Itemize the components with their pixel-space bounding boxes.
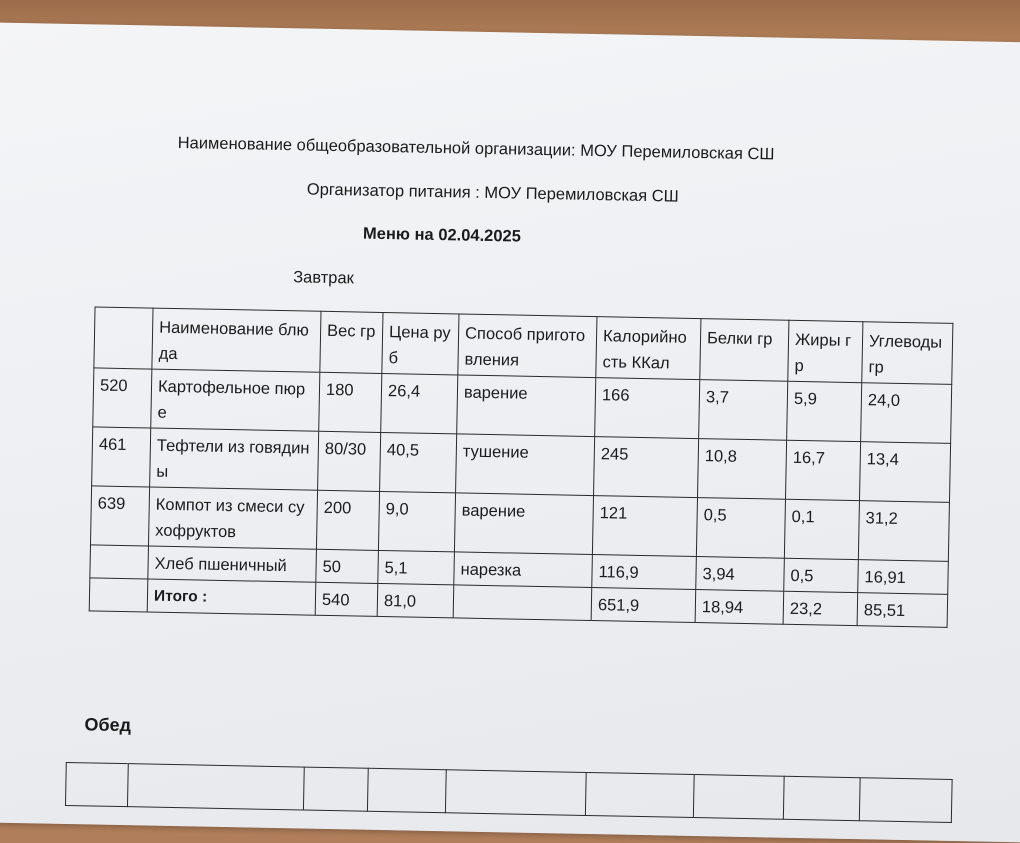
header-calories: Калорийность ККал bbox=[596, 317, 701, 380]
header-proteins: Белки гр bbox=[700, 319, 789, 382]
total-proteins: 18,94 bbox=[695, 590, 784, 625]
cell-proteins: 3,94 bbox=[696, 557, 785, 592]
cell-dish-name: Картофельное пюре bbox=[151, 369, 320, 431]
total-fats: 23,2 bbox=[783, 591, 858, 625]
total-code bbox=[89, 578, 148, 612]
cell-cooking-method: тушение bbox=[456, 434, 595, 496]
cell-price: 5,1 bbox=[378, 550, 455, 584]
table-row bbox=[65, 762, 952, 822]
cell-weight: 80/30 bbox=[318, 431, 381, 491]
total-calories: 651,9 bbox=[591, 588, 696, 623]
cell-proteins: 10,8 bbox=[698, 439, 787, 500]
cell-calories: 116,9 bbox=[592, 555, 697, 590]
cell-carbs: 13,4 bbox=[859, 442, 950, 503]
total-cooking-method bbox=[453, 585, 592, 621]
cell-proteins: 0,5 bbox=[696, 498, 785, 559]
cell-carbs: 31,2 bbox=[858, 501, 949, 562]
cell-fats: 5,9 bbox=[787, 381, 862, 441]
total-price: 81,0 bbox=[377, 583, 454, 617]
header-cooking-method: Способ приготовления bbox=[458, 314, 597, 378]
cell-code bbox=[90, 545, 149, 579]
cell-cooking-method: варение bbox=[457, 375, 596, 437]
cell-price: 40,5 bbox=[380, 432, 457, 492]
cell-code: 520 bbox=[93, 368, 152, 428]
cell-code: 639 bbox=[90, 486, 149, 546]
cell-calories: 121 bbox=[592, 496, 697, 557]
cell-weight: 180 bbox=[319, 372, 382, 432]
cell-fats: 0,1 bbox=[784, 499, 859, 559]
cell-dish-name: Тефтели из говядины bbox=[150, 428, 319, 490]
cell-proteins: 3,7 bbox=[699, 380, 788, 441]
cell-price: 26,4 bbox=[381, 373, 458, 433]
cell-calories: 245 bbox=[594, 437, 699, 498]
lunch-table-partial bbox=[65, 762, 953, 823]
total-label: Итого : bbox=[147, 579, 316, 615]
breakfast-table bbox=[89, 306, 954, 627]
header-fats: Жиры гр bbox=[788, 320, 863, 382]
cell-weight: 200 bbox=[316, 490, 379, 550]
header-price: Цена руб bbox=[382, 312, 459, 374]
total-weight: 540 bbox=[315, 582, 378, 616]
organization-line: Наименование общеобразовательной организации: МОУ Перемиловская СШ bbox=[177, 134, 775, 164]
menu-title: Меню на 02.04.2025 bbox=[362, 224, 522, 246]
cell-cooking-method: варение bbox=[454, 493, 593, 555]
cell-price: 9,0 bbox=[378, 491, 455, 551]
cell-calories: 166 bbox=[595, 378, 700, 439]
menu-sheet bbox=[0, 22, 1020, 842]
total-carbs: 85,51 bbox=[857, 593, 948, 628]
cell-dish-name: Компот из смеси сухофруктов bbox=[148, 487, 317, 549]
organizer-line: Организатор питания : МОУ Перемиловская СШ bbox=[306, 180, 679, 206]
cell-weight: 50 bbox=[316, 549, 379, 583]
cell-cooking-method: нарезка bbox=[454, 552, 593, 588]
header-dish-name: Наименование блюда bbox=[152, 308, 321, 372]
cell-carbs: 24,0 bbox=[861, 383, 952, 444]
header-carbs: Углеводы гр bbox=[862, 322, 953, 385]
cell-carbs: 16,91 bbox=[858, 560, 949, 595]
cell-fats: 0,5 bbox=[784, 558, 859, 592]
breakfast-heading: Завтрак bbox=[292, 268, 355, 288]
cell-code: 461 bbox=[92, 427, 151, 487]
header-weight: Вес гр bbox=[320, 311, 383, 373]
cell-dish-name: Хлеб пшеничный bbox=[148, 546, 317, 582]
lunch-heading: Обед bbox=[84, 714, 132, 736]
cell-fats: 16,7 bbox=[785, 440, 860, 500]
header-code bbox=[94, 307, 153, 369]
